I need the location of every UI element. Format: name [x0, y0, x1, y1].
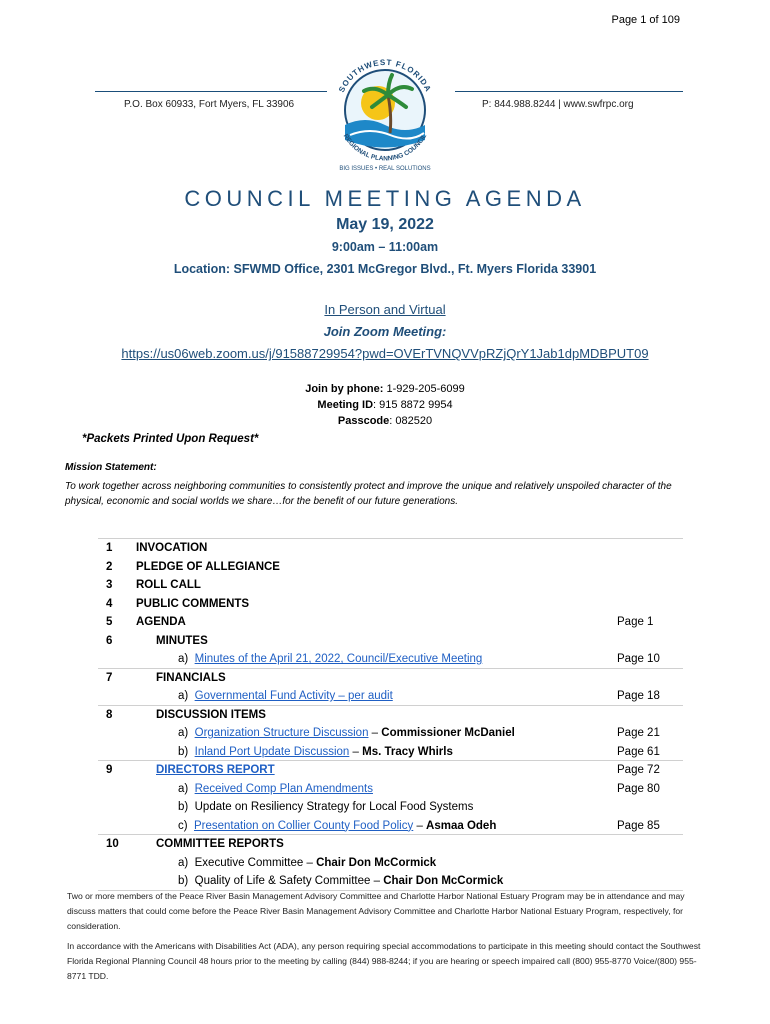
agenda-row: a) Received Comp Plan Amendments Page 80: [178, 782, 660, 795]
agenda-row: a) Executive Committee – Chair Don McCormick: [178, 856, 437, 869]
agenda-row: a) Governmental Fund Activity – per audit Page 18: [98, 687, 683, 706]
meeting-id-label: Meeting ID: [317, 399, 374, 411]
header-rule-right: [455, 91, 683, 92]
page-title: COUNCIL MEETING AGENDA: [184, 186, 586, 211]
header-rule-left: [95, 91, 327, 92]
passcode: : 082520: [389, 415, 433, 427]
agenda-row: 9 DIRECTORS REPORT Page 72: [98, 761, 683, 780]
agenda-row: c) Presentation on Collier County Food Policy – Asmaa Odeh Page 85: [98, 817, 683, 836]
agenda-row: b) Inland Port Update Discussion – Ms. Tracy Whirls Page 61: [98, 743, 683, 762]
contact-info: P: 844.988.8244 | www.swfrpc.org: [482, 99, 634, 110]
zoom-join-label: Join Zoom Meeting:: [323, 324, 447, 339]
fund-activity-link[interactable]: Governmental Fund Activity – per audit: [194, 690, 393, 702]
logo-side-text: REGIONAL PLANNING COUNCIL: [341, 132, 429, 163]
zoom-link[interactable]: https://us06web.zoom.us/j/91588729954?pwd=OVErTVNQVVpRZjQrY1Jab1dpMDBPUT09: [121, 346, 649, 361]
meeting-time: 9:00am – 11:00am: [331, 240, 439, 254]
food-policy-link[interactable]: Presentation on Collier County Food Policy: [193, 819, 414, 832]
agenda-row: a) Minutes of the April 21, 2022, Council/Executive Meeting Page 10: [98, 650, 683, 669]
minutes-link[interactable]: Minutes of the April 21, 2022, Council/Executive Meeting: [194, 653, 483, 665]
agenda-row: 5 AGENDA Page 1: [106, 616, 654, 628]
agenda-row: 7 FINANCIALS: [106, 671, 226, 684]
meeting-format: In Person and Virtual: [324, 302, 446, 317]
agenda-row: b) Quality of Life & Safety Committee – Chair Don McCormick: [98, 872, 683, 891]
agenda-row: a) Organization Structure Discussion – Commissioner McDaniel Page 21: [178, 727, 660, 739]
agenda-row: 3 ROLL CALL: [106, 579, 201, 591]
mission-text: To work together across neighboring communities to consistently protect and improve the unique and relatively unspoiled character of the physical, economic and social worlds we share…for the benefit of our future generations.: [65, 481, 672, 507]
packets-note: *Packets Printed Upon Request*: [82, 433, 259, 445]
passcode-label: Passcode: [337, 415, 390, 427]
agenda-row: 4 PUBLIC COMMENTS: [106, 597, 250, 610]
mailing-address: P.O. Box 60933, Fort Myers, FL 33906: [124, 99, 295, 110]
dial-in-info: [0, 381, 770, 429]
agenda-table: [98, 538, 683, 891]
meeting-location: Location: SFWMD Office, 2301 McGregor Blvd., Ft. Myers Florida 33901: [173, 262, 597, 276]
comp-plan-link[interactable]: Received Comp Plan Amendments: [194, 782, 373, 795]
mission-heading: Mission Statement:: [65, 462, 157, 473]
page-number: Page 1 of 109: [611, 14, 680, 26]
ada-notice: In accordance with the Americans with Disabilities Act (ADA), any person requiring special accommodations to participate in this meeting should contact the Southwest Florida Regional Planning Council 48 hours prior to the meeting by calling (844) 988-8244; if you are hearing or speech impaired call (800) 955-8770 Voice/(800) 955-8771 TDD.: [67, 941, 701, 981]
council-logo: [320, 45, 450, 175]
meeting-id: : 915 8872 9954: [373, 399, 453, 411]
agenda-row: 2 PLEDGE OF ALLEGIANCE: [106, 560, 280, 573]
advisory-committee-note: Two or more members of the Peace River Basin Management Advisory Committee and Charlotte Harbor National Estuary Program may be in attendance and may discuss matters that could come before the Peace River Basin Management Advisory Committee and Charlotte Harbor National Estuary Program, respectively, for consideration.: [67, 891, 685, 931]
org-structure-link[interactable]: Organization Structure Discussion: [194, 727, 369, 739]
phone-label: Join by phone:: [305, 383, 384, 395]
logo-bottom-text: BIG ISSUES • REAL SOLUTIONS: [339, 166, 431, 172]
inland-port-link[interactable]: Inland Port Update Discussion: [194, 745, 350, 758]
agenda-row: b) Update on Resiliency Strategy for Local Food Systems: [178, 801, 474, 813]
logo-top-text: SOUTHWEST FLORIDA: [337, 57, 433, 94]
meeting-date: May 19, 2022: [336, 216, 434, 233]
directors-report-link[interactable]: DIRECTORS REPORT: [156, 764, 275, 776]
agenda-row: 1 INVOCATION: [106, 542, 208, 554]
phone-number: 1-929-205-6099: [383, 383, 465, 395]
agenda-row: 10 COMMITTEE REPORTS: [106, 838, 284, 850]
agenda-row: 6 MINUTES: [106, 634, 208, 647]
agenda-row: 8 DISCUSSION ITEMS: [106, 708, 266, 721]
